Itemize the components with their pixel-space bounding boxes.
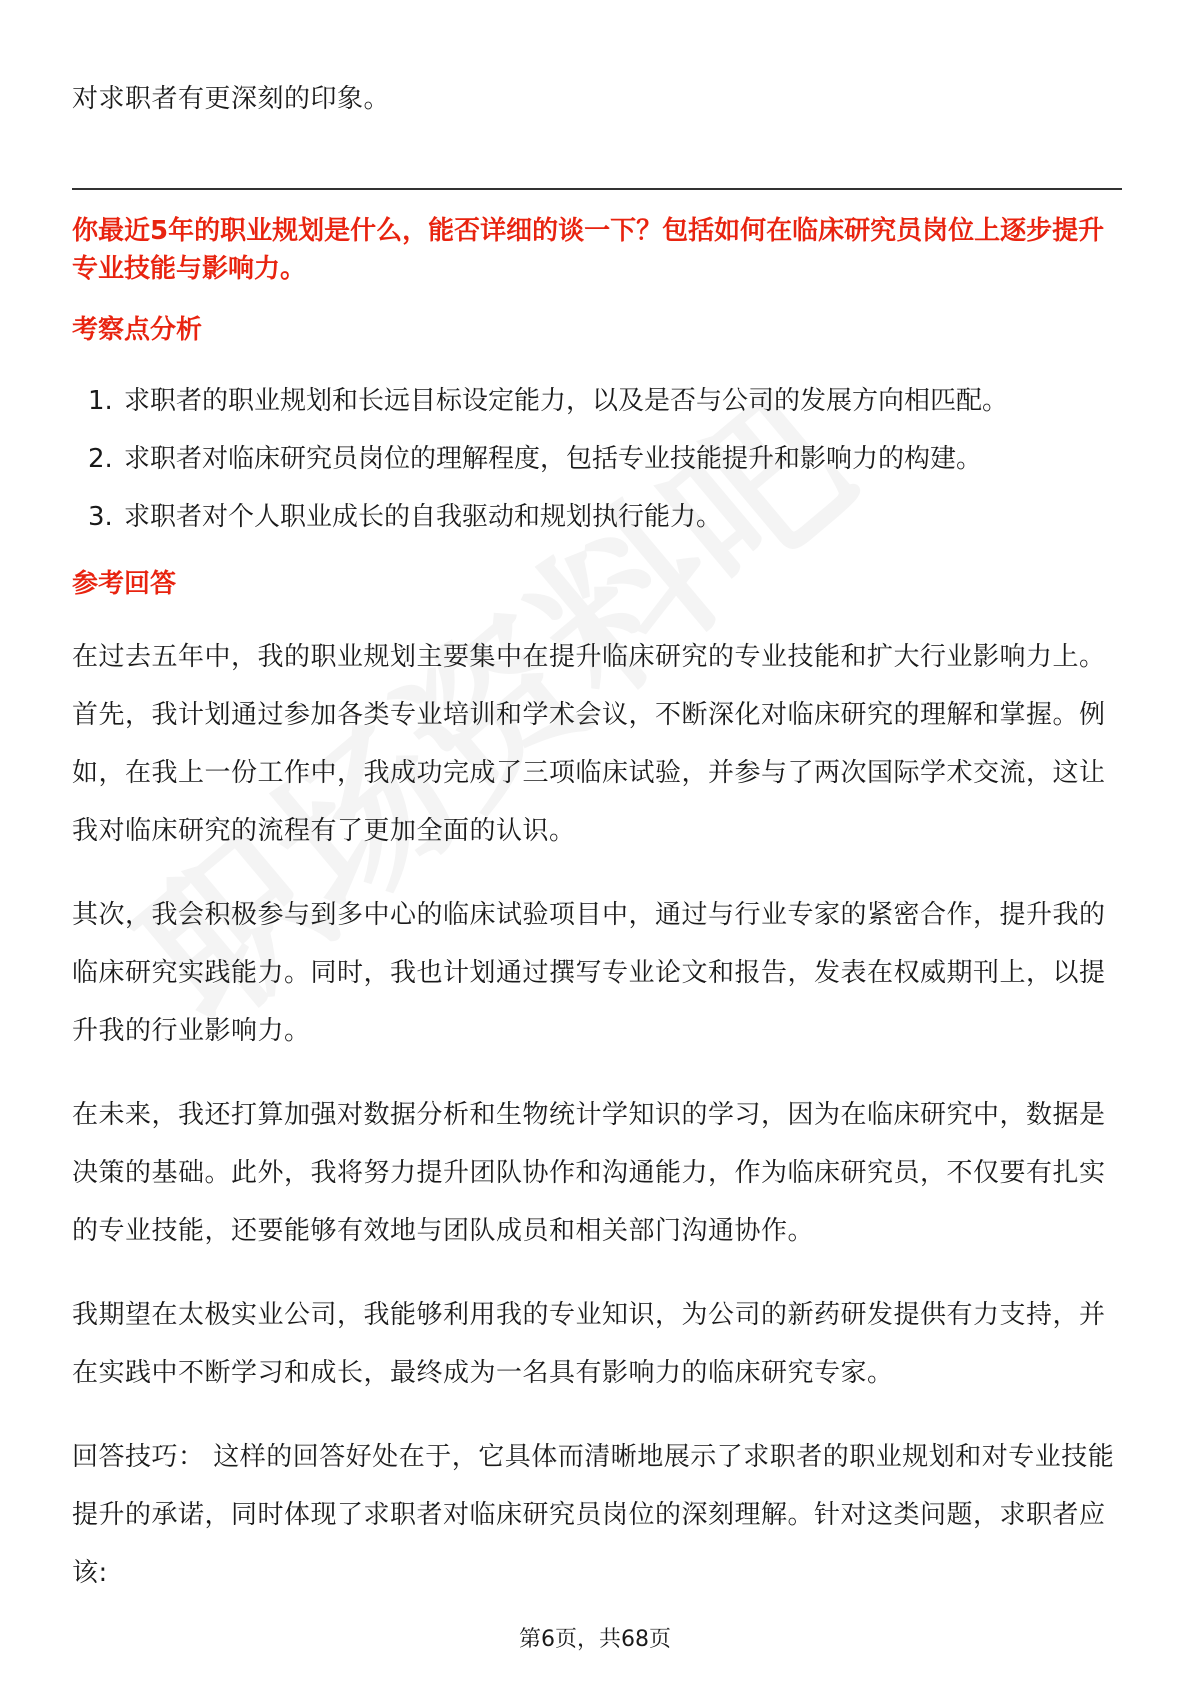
point-text: 求职者对个人职业成长的自我驱动和规划执行能力。 (124, 502, 723, 532)
analysis-point (72, 430, 1122, 488)
page-content (72, 70, 1122, 1602)
answer-paragraph: 其次，我会积极参与到多中心的临床试验项目中，通过与行业专家的紧密合作，提升我的临床研究实践能力。同时，我也计划通过撰写专业论文和报告，发表在权威期刊上，以提升我的行业影响力。 (72, 900, 1106, 1046)
point-number: 2. (88, 444, 113, 474)
point-number: 3. (88, 502, 113, 532)
point-text: 求职者的职业规划和长远目标设定能力，以及是否与公司的发展方向相匹配。 (124, 386, 1009, 416)
answer-tips: 回答技巧： 这样的回答好处在于，它具体而清晰地展示了求职者的职业规划和对专业技能提升的承诺，同时体现了求职者对临床研究员岗位的深刻理解。针对这类问题，求职者应该: (72, 1442, 1115, 1588)
page-number-footer: 第6页，共68页 (519, 1627, 671, 1652)
analysis-points (72, 372, 1122, 546)
analysis-title: 考察点分析 (72, 315, 203, 345)
point-number: 1. (88, 386, 113, 416)
question-heading: 你最近5年的职业规划是什么，能否详细的谈一下？包括如何在临床研究员岗位上逐步提升专业技能与影响力。 (72, 216, 1105, 284)
answer-paragraph: 在未来，我还打算加强对数据分析和生物统计学知识的学习，因为在临床研究中，数据是决策的基础。此外，我将努力提升团队协作和沟通能力，作为临床研究员，不仅要有扎实的专业技能，还要能够有效地与团队成员和相关部门沟通协作。 (72, 1100, 1106, 1246)
answer-paragraph: 在过去五年中，我的职业规划主要集中在提升临床研究的专业技能和扩大行业影响力上。首先，我计划通过参加各类专业培训和学术会议，不断深化对临床研究的理解和掌握。例如，在我上一份工作中，我成功完成了三项临床试验，并参与了两次国际学术交流，这让我对临床研究的流程有了更加全面的认识。 (72, 642, 1106, 846)
intro-text: 对求职者有更深刻的印象。 (72, 84, 391, 114)
analysis-point (72, 488, 1122, 546)
analysis-point (72, 372, 1122, 430)
point-text: 求职者对临床研究员岗位的理解程度，包括专业技能提升和影响力的构建。 (124, 444, 983, 474)
section-divider (72, 188, 1122, 190)
answer-title: 参考回答 (72, 569, 177, 599)
answer-paragraph: 我期望在太极实业公司，我能够利用我的专业知识，为公司的新药研发提供有力支持，并在实践中不断学习和成长，最终成为一名具有影响力的临床研究专家。 (72, 1300, 1106, 1388)
